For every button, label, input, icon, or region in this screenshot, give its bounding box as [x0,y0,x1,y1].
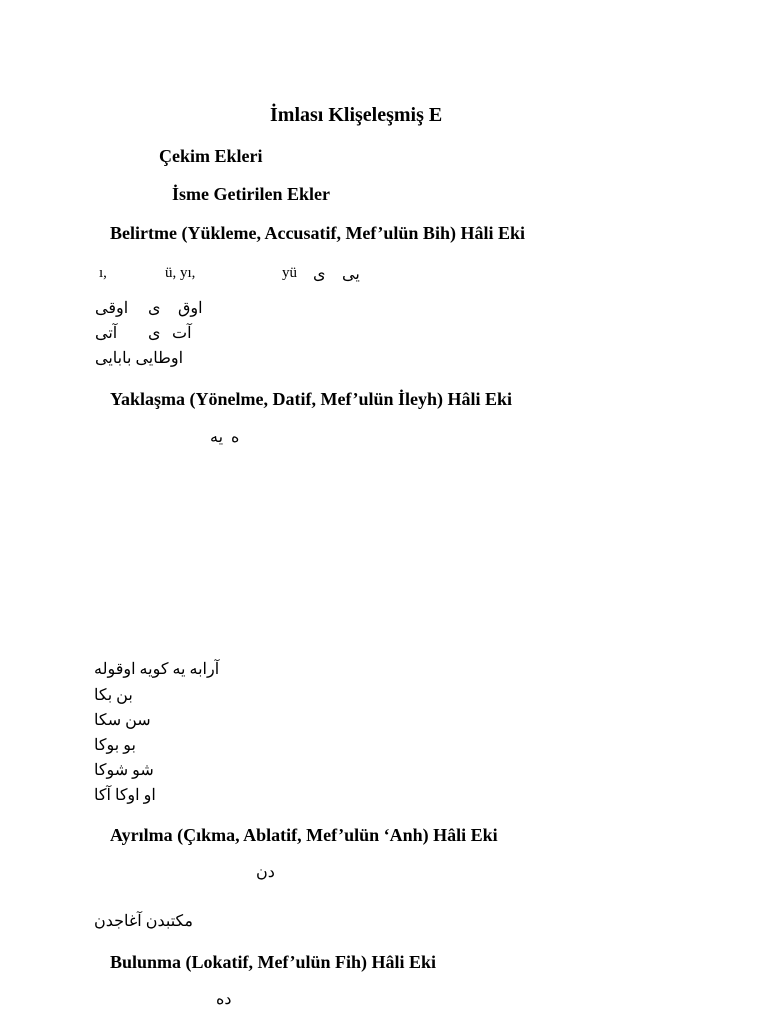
suffix-u-yi: ü, yı, [165,265,196,281]
heading-belirtme: Belirtme (Yükleme, Accusatif, Mef’ulün Bih) Hâli Eki [110,223,525,243]
suffix-ar-ye: ى [313,266,326,283]
suffix-ar-yi: يى [342,266,360,283]
example-yaklasma-1: آرابه يه كويه اوقوله [94,661,220,678]
subtitle-cekim-ekleri: Çekim Ekleri [159,146,263,166]
suffix-ar-e-dative: ه [231,429,240,446]
heading-ayrilma: Ayrılma (Çıkma, Ablatif, Mef’ulün ‘Anh) Hâli Eki [110,825,498,845]
suffix-i: ı, [99,265,107,281]
example-belirtme-2-full: آتى [95,325,118,342]
example-ayrilma: مكتبدن آغاجدن [94,913,193,930]
example-yaklasma-4: بو بوكا [94,737,136,754]
suffix-ar-de: ده [216,991,232,1008]
example-belirtme-1-suffix: ى [148,300,161,317]
example-belirtme-1-root: اوق [178,300,203,317]
suffix-ar-ye-dative: يه [210,429,224,446]
example-yaklasma-5: شو شوكا [94,762,154,779]
page-title: İmlası Klişeleşmiş E [270,104,443,126]
example-yaklasma-3: سن سكا [94,712,151,729]
example-belirtme-2-root: آت [172,325,192,342]
example-belirtme-2-suffix: ى [148,325,161,342]
example-yaklasma-6: او اوكا آكا [94,787,156,804]
example-belirtme-3: اوطايى بابايى [95,350,184,367]
suffix-yu: yü [282,265,297,281]
example-belirtme-1-full: اوقى [95,300,129,317]
suffix-ar-den: دن [256,864,275,881]
heading-yaklasma: Yaklaşma (Yönelme, Datif, Mef’ulün İleyh) Hâli Eki [110,389,512,409]
heading-bulunma: Bulunma (Lokatif, Mef’ulün Fih) Hâli Eki [110,952,437,972]
subtitle-isme-getirilen-ekler: İsme Getirilen Ekler [172,184,330,204]
example-yaklasma-2: بن بكا [94,687,133,704]
